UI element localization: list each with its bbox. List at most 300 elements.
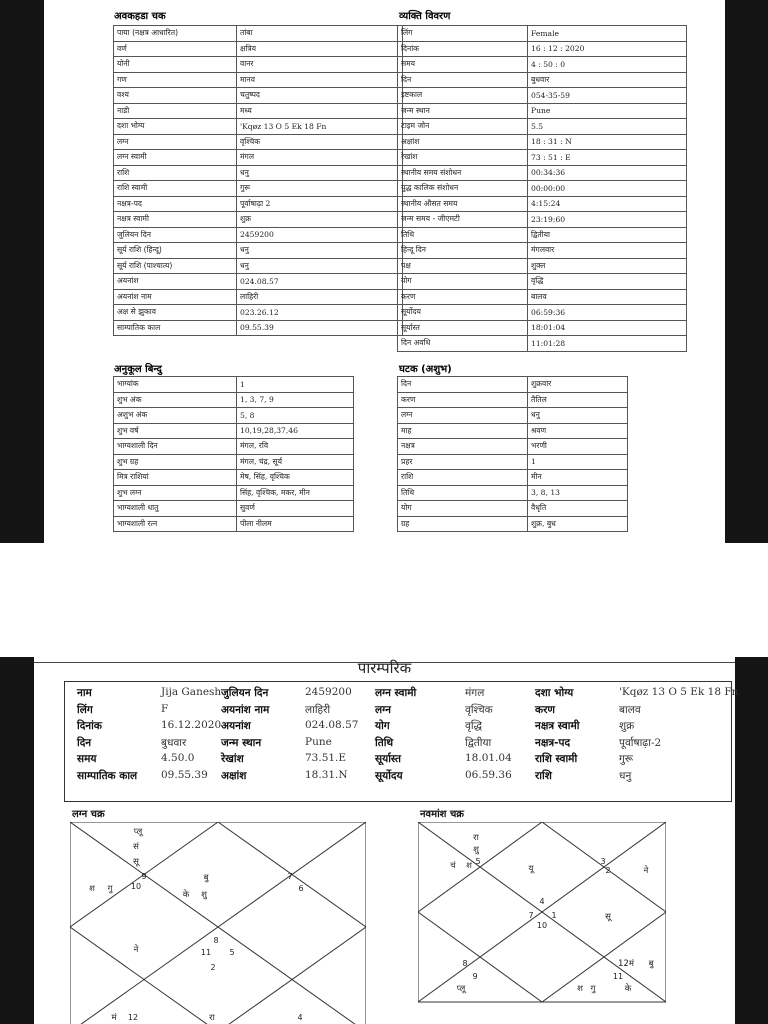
row-label: शुभ अंक — [114, 392, 237, 408]
summary-value: 18.01.04 — [465, 752, 512, 764]
row-label: नक्षत्र-पद — [114, 196, 237, 212]
row-label: वर्ण — [114, 41, 237, 57]
left-dark-margin — [0, 657, 34, 1024]
row-label: दिन — [398, 72, 528, 88]
chart-label: ने — [643, 866, 649, 876]
row-label: दिनांक — [398, 41, 528, 57]
row-label: राशि — [398, 470, 528, 486]
table-row — [114, 227, 403, 243]
table-row — [114, 439, 354, 455]
row-value: 00:00:00 — [528, 181, 687, 197]
row-label: योग — [398, 501, 528, 517]
row-label: नक्षत्र स्वामी — [114, 212, 237, 228]
summary-label: सूर्योदय — [375, 769, 403, 782]
chart-label: 6 — [298, 884, 304, 893]
row-value: धनु — [528, 408, 628, 424]
right-dark-margin — [725, 0, 768, 543]
row-value: 18 : 31 : N — [528, 134, 687, 150]
summary-value: बुधवार — [161, 736, 187, 749]
row-value: मानव — [237, 72, 403, 88]
chart-label: 9 — [472, 972, 478, 981]
row-value: 73 : 51 : E — [528, 150, 687, 166]
row-value: 5.5 — [528, 119, 687, 135]
row-value: 2459200 — [237, 227, 403, 243]
chart-label: प्लू — [133, 827, 143, 837]
row-value: पीला नीलम — [237, 516, 354, 532]
summary-value: बालव — [619, 703, 641, 716]
table-row — [398, 119, 687, 135]
chart-label: श — [577, 984, 583, 994]
row-label: दिन अवधि — [398, 336, 528, 352]
table-row — [114, 501, 354, 517]
table-row — [398, 423, 628, 439]
row-label: स्थानीय औसत समय — [398, 196, 528, 212]
table-row — [398, 227, 687, 243]
table-row — [398, 274, 687, 290]
summary-value: F — [161, 702, 169, 715]
summary-value: शुक्र — [619, 720, 635, 732]
chart-label: बु — [203, 873, 209, 883]
summary-label: जन्म स्थान — [221, 736, 262, 749]
chart-label: श — [89, 884, 95, 894]
chart-label: 11 — [200, 948, 212, 957]
row-label: लग्न स्वामी — [114, 150, 237, 166]
table-row — [398, 258, 687, 274]
chart-label: 12 — [127, 1013, 139, 1022]
summary-label: समय — [77, 753, 97, 765]
table-row — [398, 88, 687, 104]
chart-label: श — [466, 861, 472, 871]
row-value: लाहिरी — [237, 289, 403, 305]
summary-box — [64, 681, 739, 802]
chart-label: 4 — [297, 1013, 303, 1022]
table-row — [398, 57, 687, 73]
row-value: वृश्चिक — [237, 134, 403, 150]
summary-value: 09.55.39 — [161, 768, 208, 781]
summary-label: राशि स्वामी — [535, 753, 578, 765]
row-label: भाग्यशाली रत्न — [114, 516, 237, 532]
row-value: श्रवण — [528, 423, 628, 439]
row-label: रेखांश — [398, 150, 528, 166]
summary-value: वृश्चिक — [465, 703, 493, 716]
summary-value: 73.51.E — [305, 752, 347, 764]
chart-label: सू — [605, 912, 611, 922]
table-row — [114, 57, 403, 73]
table-row — [398, 103, 687, 119]
chart-label: चं — [450, 861, 456, 871]
row-value: 18:01:04 — [528, 320, 687, 336]
row-label: अक्ष से झुकाव — [114, 305, 237, 321]
summary-label: दिन — [77, 736, 92, 749]
summary-value: 06.59.36 — [465, 768, 512, 781]
chart-label: शु — [201, 890, 207, 900]
row-value: 23:19:60 — [528, 212, 687, 228]
row-value: 1 — [528, 454, 628, 470]
row-value: 4 : 50 : 0 — [528, 57, 687, 73]
summary-value: वृद्धि — [465, 720, 482, 732]
chart-label: 10 — [130, 882, 142, 891]
row-value: बुधवार — [528, 72, 687, 88]
row-value: वैधृति — [528, 501, 628, 517]
summary-label: राशि — [535, 769, 552, 782]
row-label: योग — [398, 274, 528, 290]
row-label: जुलियन दिन — [114, 227, 237, 243]
row-label: समय — [398, 57, 528, 73]
row-value: Female — [528, 26, 687, 42]
table-row — [398, 181, 687, 197]
row-label: राशि — [114, 165, 237, 181]
row-value: 5, 8 — [237, 408, 354, 424]
summary-label: तिथि — [375, 736, 394, 749]
row-label: माह — [398, 423, 528, 439]
row-value: सिंह, वृश्चिक, मकर, मीन — [237, 485, 354, 501]
table-row — [114, 516, 354, 532]
row-label: अक्षांश — [398, 134, 528, 150]
row-value: द्वितीया — [528, 227, 687, 243]
row-label: मित्र राशियां — [114, 470, 237, 486]
chart-label: शु — [473, 845, 479, 855]
row-value: क्षत्रिय — [237, 41, 403, 57]
chart-label: यू — [528, 864, 534, 874]
table-row — [398, 408, 628, 424]
summary-label: लिंग — [77, 703, 93, 716]
summary-label: रेखांश — [221, 753, 244, 765]
chart-label: गु — [590, 984, 596, 994]
chart-label: के — [182, 890, 190, 900]
table-row — [398, 470, 628, 486]
row-label: हिन्दू दिन — [398, 243, 528, 259]
chart-label: 7 — [287, 872, 293, 881]
summary-label: नक्षत्र स्वामी — [535, 720, 580, 732]
summary-label: योग — [375, 720, 390, 732]
row-value: 4:15:24 — [528, 196, 687, 212]
table-row — [114, 165, 403, 181]
table-row — [398, 377, 628, 393]
vyakti-vivaran-title: व्यक्ति विवरण — [399, 11, 451, 22]
table-row — [398, 439, 628, 455]
row-value: सुवर्ण — [237, 501, 354, 517]
summary-label: दिनांक — [77, 720, 102, 732]
summary-value: धनु — [619, 769, 632, 782]
chart-label: 11 — [612, 972, 624, 981]
row-value: मंगल, रवि — [237, 439, 354, 455]
row-label: शुभ लग्न — [114, 485, 237, 501]
table-row — [398, 41, 687, 57]
row-label: साम्पातिक काल — [114, 320, 237, 336]
row-label: नक्षत्र — [398, 439, 528, 455]
row-value: चतुष्पद — [237, 88, 403, 104]
chart-label: 8 — [213, 936, 219, 945]
summary-value: Pune — [305, 735, 332, 748]
summary-value: मंगल — [465, 687, 485, 699]
row-value: 3, 8, 13 — [528, 485, 628, 501]
row-value: तैतिल — [528, 392, 628, 408]
table-row — [114, 134, 403, 150]
row-label: जन्म स्थान — [398, 103, 528, 119]
row-label: वश्य — [114, 88, 237, 104]
anukul-bindu-title: अनुकूल बिन्दु — [114, 364, 162, 375]
table-row — [398, 72, 687, 88]
row-value: Pune — [528, 103, 687, 119]
table-row — [114, 88, 403, 104]
row-label: भाग्यशाली दिन — [114, 439, 237, 455]
summary-value: 2459200 — [305, 686, 352, 698]
row-value: बालव — [528, 289, 687, 305]
chart-label: बु — [648, 959, 654, 969]
chart-label: मं — [111, 1013, 117, 1023]
chart-label: 2 — [210, 963, 216, 972]
table-row — [114, 377, 354, 393]
chart-label: सं — [133, 842, 139, 852]
chart-label: 9 — [141, 872, 147, 881]
row-value: मंगल, चंद्र, सूर्य — [237, 454, 354, 470]
row-value: भरणी — [528, 439, 628, 455]
table-row — [398, 485, 628, 501]
summary-label: अयनांश नाम — [221, 703, 270, 716]
row-value: शुक्ल — [528, 258, 687, 274]
row-value: शुक्र, बुध — [528, 516, 628, 532]
summary-value: गुरू — [619, 753, 634, 765]
chart-label: 3 — [600, 857, 606, 866]
row-label: अयनांश नाम — [114, 289, 237, 305]
summary-row — [65, 703, 733, 719]
row-label: दिन — [398, 377, 528, 393]
row-label: नाडी — [114, 103, 237, 119]
row-value: मंगल — [237, 150, 403, 166]
table-row — [398, 454, 628, 470]
summary-row — [65, 719, 733, 735]
row-value: धनु — [237, 258, 403, 274]
row-value: 00:34:36 — [528, 165, 687, 181]
summary-label: जुलियन दिन — [221, 687, 269, 699]
chart-label: गु — [107, 884, 113, 894]
summary-label: अयनांश — [221, 720, 251, 732]
row-value: वृद्धि — [528, 274, 687, 290]
ghatak-title: घटक (अशुभ) — [399, 364, 452, 375]
row-value: तांबा — [237, 26, 403, 42]
row-value: वानर — [237, 57, 403, 73]
anukul-bindu-table — [113, 376, 354, 532]
row-label: अयनांश — [114, 274, 237, 290]
avakahada-title: अवकहडा चक — [114, 11, 166, 22]
ghatak-table — [397, 376, 628, 532]
row-value: 10,19,28,37,46 — [237, 423, 354, 439]
table-row — [114, 26, 403, 42]
table-row — [114, 258, 403, 274]
row-value: धनु — [237, 165, 403, 181]
summary-label: लग्न — [375, 703, 391, 716]
summary-value: 024.08.57 — [305, 719, 359, 731]
row-label: करण — [398, 392, 528, 408]
table-row — [398, 516, 628, 532]
right-dark-margin — [735, 657, 768, 1024]
table-row — [114, 72, 403, 88]
lagna-chart — [70, 822, 366, 1024]
row-value: 054-35-59 — [528, 88, 687, 104]
row-value: मेष, सिंह, वृश्चिक — [237, 470, 354, 486]
table-row — [114, 305, 403, 321]
table-row — [398, 305, 687, 321]
row-label: लिंग — [398, 26, 528, 42]
table-row — [114, 423, 354, 439]
avakahada-table — [113, 25, 403, 336]
row-label: शुभ ग्रह — [114, 454, 237, 470]
row-label: युद्ध कालिक संशोधन — [398, 181, 528, 197]
table-row — [114, 103, 403, 119]
row-label: अशुभ अंक — [114, 408, 237, 424]
row-value: शुक्रवार — [528, 377, 628, 393]
row-label: स्थानीय समय संशोधन — [398, 165, 528, 181]
row-label: सूर्य राशि (हिन्दू) — [114, 243, 237, 259]
table-row — [114, 243, 403, 259]
summary-label: अक्षांश — [221, 769, 247, 782]
document-page-1 — [44, 0, 725, 543]
chart-label: 8 — [462, 959, 468, 968]
row-label: भाग्यांक — [114, 377, 237, 393]
summary-value: द्वितीया — [465, 736, 492, 749]
row-value: 06:59:36 — [528, 305, 687, 321]
row-value: धनु — [237, 243, 403, 259]
table-row — [114, 320, 403, 336]
summary-value: लाहिरी — [305, 703, 331, 716]
row-value: मंगलवार — [528, 243, 687, 259]
row-label: जन्म समय - जीएमटी — [398, 212, 528, 228]
table-row — [114, 274, 403, 290]
table-row — [114, 485, 354, 501]
vyakti-vivaran-table — [397, 25, 687, 352]
row-value: 1 — [237, 377, 354, 393]
row-value: 11:01:28 — [528, 336, 687, 352]
table-row — [114, 196, 403, 212]
chart-label: के — [624, 984, 632, 994]
row-value: 09.55.39 — [237, 320, 403, 336]
table-row — [114, 408, 354, 424]
row-label: योनी — [114, 57, 237, 73]
summary-value: 'Kqøz 13 O 5 Ek 18 Fn — [619, 686, 739, 698]
table-row — [398, 26, 687, 42]
row-value: 'Kqøz 13 O 5 Ek 18 Fn — [237, 119, 403, 135]
chart-label: रा — [473, 833, 479, 843]
chart-label: 10 — [536, 921, 548, 930]
table-row — [114, 41, 403, 57]
row-label: इष्टकाल — [398, 88, 528, 104]
summary-value: 18.31.N — [305, 768, 348, 781]
table-row — [114, 289, 403, 305]
row-label: भाग्यशाली धातु — [114, 501, 237, 517]
row-value: 024.08.57 — [237, 274, 403, 290]
summary-label: सूर्यास्त — [375, 753, 401, 765]
row-label: करण — [398, 289, 528, 305]
row-label: तिथि — [398, 227, 528, 243]
summary-value: Jija Ganesh — [161, 686, 222, 698]
row-label: दशा भोग्य — [114, 119, 237, 135]
summary-value: 4.50.0 — [161, 752, 195, 764]
table-row — [398, 165, 687, 181]
row-value: गुरू — [237, 181, 403, 197]
chart-label: रा — [209, 1013, 215, 1023]
row-label: लग्न — [114, 134, 237, 150]
row-value: मीन — [528, 470, 628, 486]
row-value: 1, 3, 7, 9 — [237, 392, 354, 408]
summary-label: करण — [535, 703, 555, 716]
table-row — [398, 212, 687, 228]
summary-value: 16.12.2020 — [161, 719, 222, 731]
table-row — [114, 119, 403, 135]
table-row — [114, 392, 354, 408]
row-label: गण — [114, 72, 237, 88]
page-title: पारम्परिक — [357, 659, 412, 677]
chart-label: 5 — [229, 948, 235, 957]
row-label: राशि स्वामी — [114, 181, 237, 197]
summary-row — [65, 736, 733, 752]
left-dark-margin — [0, 0, 44, 543]
chart-label: 12मं — [618, 959, 634, 969]
chart-label: 1 — [551, 911, 557, 920]
chart-label: 2 — [605, 866, 611, 875]
row-label: प्रहर — [398, 454, 528, 470]
table-row — [114, 150, 403, 166]
table-row — [398, 289, 687, 305]
summary-row — [65, 686, 739, 702]
table-row — [114, 212, 403, 228]
table-row — [398, 392, 628, 408]
row-label: पाया (नक्षत्र आधारित) — [114, 26, 237, 42]
row-label: तिथि — [398, 485, 528, 501]
chart-label: प्लू — [456, 984, 466, 994]
table-row — [398, 134, 687, 150]
row-label: ग्रह — [398, 516, 528, 532]
summary-row — [65, 769, 733, 785]
summary-label: दशा भोग्य — [535, 687, 574, 699]
table-row — [114, 454, 354, 470]
table-row — [398, 150, 687, 166]
summary-label: साम्पातिक काल — [77, 769, 138, 782]
summary-label: नक्षत्र-पद — [535, 736, 571, 749]
table-row — [114, 181, 403, 197]
chart-label: 5 — [475, 857, 481, 866]
chart-label: ने — [133, 945, 139, 955]
navamsha-chart — [418, 822, 666, 1024]
row-label: पक्ष — [398, 258, 528, 274]
document-page-2 — [34, 657, 739, 1024]
summary-row — [65, 752, 733, 768]
navamsha-chart-title: नवमांश चक्र — [420, 809, 464, 820]
chart-label: 7 — [528, 911, 534, 920]
chart-label: सू — [133, 857, 139, 867]
table-row — [398, 196, 687, 212]
row-value: मध्य — [237, 103, 403, 119]
row-label: सूर्योदय — [398, 305, 528, 321]
row-value: 023.26.12 — [237, 305, 403, 321]
row-value: पूर्वाषाढ़ा 2 — [237, 196, 403, 212]
table-row — [398, 243, 687, 259]
summary-value: पूर्वाषाढ़ा-2 — [619, 736, 662, 749]
lagna-chart-title: लग्न चक्र — [72, 809, 105, 820]
table-row — [398, 336, 687, 352]
table-row — [114, 470, 354, 486]
row-label: सूर्य राशि (पाश्चात्य) — [114, 258, 237, 274]
summary-label: लग्न स्वामी — [375, 687, 417, 699]
row-value: शुक्र — [237, 212, 403, 228]
summary-label: नाम — [77, 687, 92, 699]
table-row — [398, 320, 687, 336]
table-row — [398, 501, 628, 517]
row-label: लग्न — [398, 408, 528, 424]
row-label: सूर्यास्त — [398, 320, 528, 336]
chart-label: 4 — [539, 897, 545, 906]
row-label: शुभ वर्ष — [114, 423, 237, 439]
row-value: 16 : 12 : 2020 — [528, 41, 687, 57]
